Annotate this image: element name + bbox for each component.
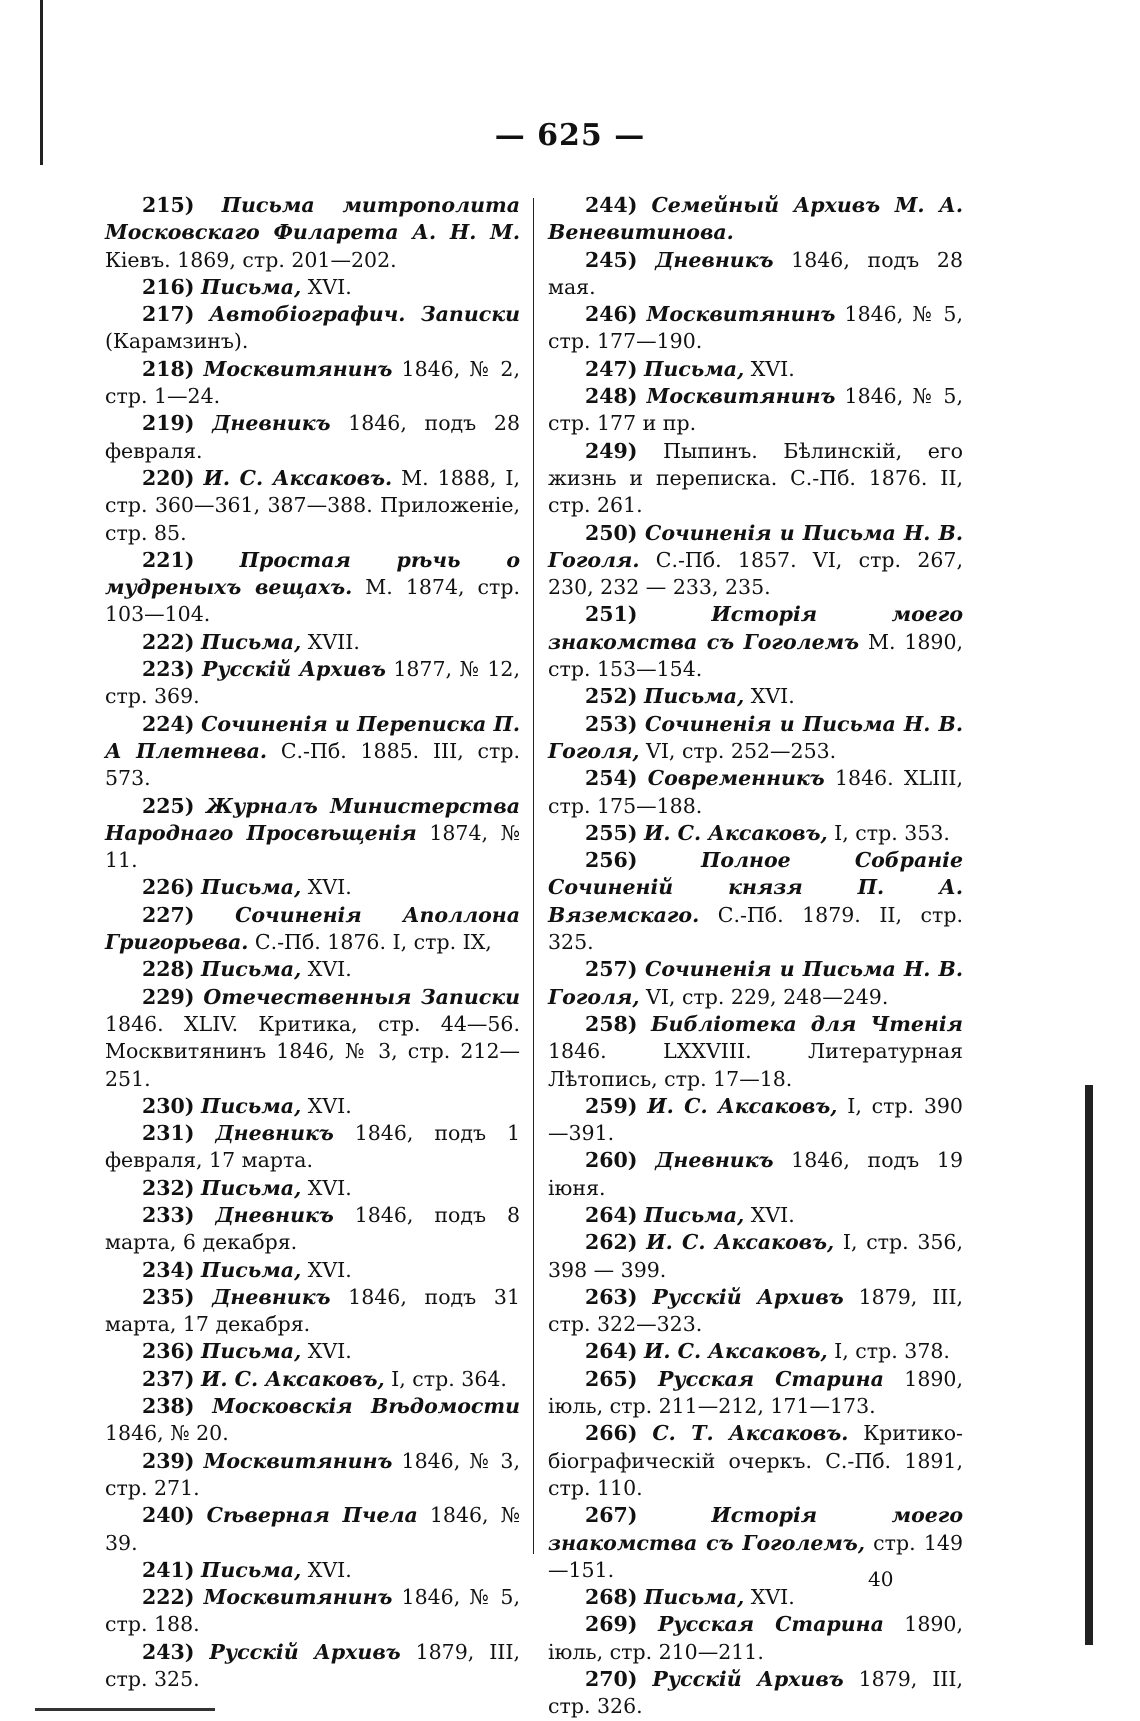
- footnote-number: 256): [585, 848, 638, 873]
- footnote-title: Журналъ Министерства Народнаго Просвѣщенія: [105, 793, 520, 845]
- footnote-entry: [105, 1175, 520, 1202]
- footnote-title: Сочиненія и Письма Н. В. Гоголя.: [548, 520, 963, 572]
- footnote-entry: [105, 1502, 520, 1557]
- footnote-entry: [105, 656, 520, 711]
- footnote-title: Дневникъ: [215, 1202, 334, 1227]
- footnote-title: Семейный Архивъ М. А. Веневитинова.: [548, 193, 963, 245]
- footnote-number: 248): [585, 384, 638, 409]
- footnote-details: XVI.: [301, 1093, 352, 1118]
- footnote-entry: [548, 1147, 963, 1202]
- scan-edge-right: [1085, 1085, 1093, 1645]
- footnote-entry: [105, 356, 520, 411]
- footnote-title: Сѣверная Пчела: [206, 1503, 418, 1528]
- footnote-number: 235): [142, 1284, 195, 1309]
- footnote-title: Письма,: [201, 629, 302, 654]
- footnote-details: 1846, подъ 8 марта, 6 декабря.: [105, 1202, 520, 1255]
- footnote-details: XVII.: [301, 629, 360, 654]
- footnote-title: Дневникъ: [655, 247, 774, 272]
- footnote-details: 1846, подъ 31 марта, 17 декабря.: [105, 1284, 520, 1337]
- footnote-number: 249): [585, 438, 638, 463]
- footnote-details: 1846, № 5, стр. 177 и пр.: [548, 384, 963, 436]
- footnote-title: Москвитянинъ: [646, 302, 836, 327]
- footnote-title: Полное Собраніе Сочиненій князя П. А. Вяземскаго.: [548, 848, 963, 927]
- footnote-title: Простая рѣчь о мудреныхъ вещахъ.: [105, 547, 520, 600]
- footnote-number: 241): [142, 1557, 195, 1582]
- page-number: — 625 —: [494, 118, 646, 153]
- footnote-entry: [548, 711, 963, 766]
- footnote-title: Письма,: [644, 1202, 745, 1227]
- footnote-number: 269): [585, 1612, 638, 1637]
- footnote-number: 222): [142, 1585, 195, 1610]
- footnote-details: I, стр. 390—391.: [548, 1093, 963, 1146]
- footnote-number: 257): [585, 957, 638, 982]
- footnote-number: 243): [142, 1639, 195, 1664]
- footnote-details: стр. 149—151.: [548, 1530, 963, 1582]
- footnote-title: И. С. Аксаковъ,: [646, 1230, 835, 1255]
- footnote-number: 238): [142, 1394, 195, 1419]
- footnote-details: XVI.: [744, 1202, 795, 1227]
- footnote-number: 259): [585, 1093, 638, 1118]
- footnote-entry: [548, 847, 963, 956]
- footnote-number: 260): [585, 1148, 638, 1173]
- footnote-details: 1846, № 5, стр. 177—190.: [548, 302, 963, 354]
- footnote-number: 240): [142, 1503, 195, 1528]
- footnote-details: 1890, іюль, стр. 211—212, 171—173.: [548, 1366, 963, 1419]
- footnote-details: I, стр. 356, 398 — 399.: [548, 1230, 963, 1282]
- footnote-entry: [105, 1584, 520, 1639]
- footnote-number: 244): [585, 193, 638, 217]
- footnote-number: 266): [585, 1421, 638, 1446]
- footnote-title: Русская Старина: [657, 1612, 884, 1637]
- footnote-title: Москвитянинъ: [646, 384, 836, 409]
- footnote-title: Дневникъ: [655, 1148, 774, 1173]
- footnote-details: 1846. XLIII, стр. 175—188.: [548, 766, 963, 818]
- footnote-entry: [548, 1366, 963, 1421]
- footnote-entry: [548, 1338, 963, 1365]
- footnote-details: 1879, III, стр. 325.: [105, 1639, 520, 1692]
- footnote-details: VI, стр. 252—253.: [639, 738, 837, 763]
- footnote-number: 232): [142, 1175, 195, 1200]
- footnote-number: 264): [585, 1202, 638, 1227]
- footnote-details: 1879, III, стр. 322—323.: [548, 1284, 963, 1337]
- footnote-entry: [548, 247, 963, 302]
- footnote-number: 227): [142, 902, 195, 927]
- footnote-entry: [548, 438, 963, 520]
- footnote-details: 1846, № 2, стр. 1—24.: [105, 356, 520, 409]
- footnote-details: 1874, № 11.: [105, 820, 521, 873]
- footnote-number: 270): [585, 1667, 638, 1692]
- footnote-entry: [548, 1611, 963, 1666]
- footnote-number: 215): [142, 193, 195, 217]
- footnote-title: Исторія моего знакомства съ Гоголемъ,: [548, 1503, 963, 1555]
- footnote-title: Письма,: [644, 356, 745, 381]
- footnote-details: 1846, № 3, стр. 271.: [105, 1448, 520, 1500]
- footnote-number: 216): [142, 274, 195, 299]
- footnote-title: Дневникъ: [215, 1121, 334, 1146]
- footnote-entry: [548, 1584, 963, 1611]
- footnote-details: М. 1874, стр. 103—104.: [105, 575, 520, 627]
- footnote-number: 265): [585, 1366, 638, 1391]
- footnote-title: И. С. Аксаковъ,: [201, 1366, 385, 1391]
- footnote-entry: [548, 1093, 963, 1148]
- footnote-number: 263): [585, 1284, 638, 1309]
- footnote-title: Русская Старина: [657, 1366, 884, 1391]
- footnote-details: 1846, подъ 19 іюня.: [548, 1148, 963, 1200]
- footnote-entry: [548, 1502, 963, 1584]
- footnote-number: 245): [585, 247, 638, 272]
- footnote-title: Исторія моего знакомства съ Гоголемъ: [548, 602, 963, 654]
- footnote-details: XVI.: [301, 1175, 352, 1200]
- footnote-entry: [105, 1257, 520, 1284]
- right-column: [548, 192, 963, 1721]
- footnote-details: XVI.: [301, 1257, 352, 1282]
- footnote-entry: [548, 1666, 963, 1721]
- footnote-number: 220): [142, 465, 195, 490]
- footnote-entry: [105, 793, 520, 875]
- column-divider: [533, 198, 534, 1554]
- footnote-entry: [548, 1011, 963, 1093]
- footnote-number: 233): [142, 1202, 195, 1227]
- footnote-title: Письма,: [644, 1585, 745, 1610]
- footnote-number: 221): [142, 547, 195, 572]
- footnote-title: Сочиненія и Письма Н. В. Гоголя,: [548, 711, 963, 763]
- footnote-details: XVI.: [301, 1557, 352, 1582]
- footnote-number: 229): [142, 984, 195, 1009]
- footnote-title: Москвитянинъ: [203, 356, 393, 381]
- footnote-entry: [105, 984, 520, 1093]
- footnote-details: 1890, іюль, стр. 210—211.: [548, 1612, 963, 1664]
- footnote-number: 219): [142, 411, 195, 436]
- footnote-number: 254): [585, 766, 638, 791]
- footnote-entry: [548, 956, 963, 1011]
- footnote-title: Письма,: [644, 684, 745, 709]
- footnote-entry: [548, 192, 963, 247]
- footnote-entry: [105, 274, 520, 301]
- footnote-title: Автобіографич. Записки: [209, 302, 520, 327]
- footnote-entry: [105, 1338, 520, 1365]
- footnote-title: Русскій Архивъ: [209, 1639, 401, 1664]
- footnote-details: VI, стр. 229, 248—249.: [639, 984, 889, 1009]
- footnote-details: Критико-біографическій очеркъ. С.-Пб. 1891, стр. 110.: [548, 1421, 963, 1500]
- footnote-title: Письма,: [201, 1557, 302, 1582]
- footnote-title: И. С. Аксаковъ,: [647, 1093, 838, 1118]
- footnote-entry: [105, 1093, 520, 1120]
- footnote-number: 253): [585, 711, 638, 736]
- footnote-details: М. 1888, I, стр. 360—361, 387—388. Приложеніе, стр. 85.: [105, 465, 520, 545]
- footnote-details: XVI.: [301, 957, 352, 982]
- footnote-title: Письма,: [201, 1175, 302, 1200]
- footnote-details: С.-Пб. 1879. II, стр. 325.: [548, 902, 963, 955]
- footnote-details: XVI.: [301, 1339, 352, 1364]
- footnote-details: XVI.: [744, 356, 795, 381]
- footnote-entry: [548, 1420, 963, 1502]
- footnote-entry: [105, 1393, 520, 1448]
- footnote-details: 1846, подъ 1 февраля, 17 марта.: [105, 1121, 520, 1173]
- footnote-entry: [548, 383, 963, 438]
- footnote-details: 1877, № 12, стр. 369.: [105, 657, 520, 709]
- footnote-number: 258): [585, 1011, 638, 1036]
- footnote-details: (Карамзинъ).: [105, 329, 249, 354]
- footnote-entry: [105, 465, 520, 547]
- footnote-number: 250): [585, 520, 638, 545]
- footnote-details: 1846, подъ 28 мая.: [548, 247, 963, 299]
- footnote-number: 224): [142, 711, 195, 736]
- footnote-number: 217): [142, 302, 195, 327]
- footnote-details: С.-Пб. 1876. I, стр. IX,: [248, 930, 492, 955]
- footnote-title: Письма митрополита Московскаго Филарета А. Н. М.: [105, 193, 520, 245]
- footnote-details: XVI.: [301, 875, 352, 900]
- footnote-number: 268): [585, 1585, 638, 1610]
- footnote-number: 218): [142, 356, 195, 381]
- footnote-entry: [548, 601, 963, 683]
- footnote-entry: [105, 629, 520, 656]
- footnote-number: 246): [585, 302, 638, 327]
- footnote-number: 225): [142, 793, 195, 818]
- footnote-title: Библіотека для Чтенія: [651, 1011, 963, 1036]
- footnote-entry: [105, 1639, 520, 1694]
- footnote-entry: [105, 1366, 520, 1393]
- footnote-entry: [105, 956, 520, 983]
- footnote-number: 222): [142, 629, 195, 654]
- footnote-entry: [105, 874, 520, 901]
- footnote-entry: [105, 547, 520, 629]
- footnote-title: Письма,: [201, 875, 302, 900]
- footnote-title: Письма,: [201, 1093, 302, 1118]
- footnote-number: 264): [585, 1339, 638, 1364]
- footnote-details: М. 1890, стр. 153—154.: [548, 629, 964, 682]
- footnote-details: 1846, № 5, стр. 188.: [105, 1585, 520, 1637]
- footnote-number: 247): [585, 356, 638, 381]
- footnote-details: XVI.: [744, 684, 795, 709]
- footnote-details: Кіевъ. 1869, стр. 201—202.: [105, 247, 397, 272]
- footnote-entry: [548, 765, 963, 820]
- footnote-number: 237): [142, 1366, 195, 1391]
- footnote-number: 267): [585, 1503, 638, 1528]
- footnote-entry: [548, 683, 963, 710]
- footnote-number: 228): [142, 957, 195, 982]
- footnote-details: XVI.: [301, 274, 352, 299]
- footnote-entry: [105, 410, 520, 465]
- footnote-title: Москвитянинъ: [203, 1448, 393, 1473]
- footnote-details: 1846. LXXVIII. Литературная Лѣтопись, стр. 17—18.: [548, 1039, 963, 1091]
- footnote-number: 252): [585, 684, 638, 709]
- footnote-title: Русскій Архивъ: [202, 657, 386, 682]
- footnote-number: 230): [142, 1093, 195, 1118]
- footnote-entry: [105, 1284, 520, 1339]
- footnote-title: Дневникъ: [212, 411, 331, 436]
- footnote-entry: [548, 356, 963, 383]
- footnote-entry: [105, 711, 520, 793]
- footnote-entry: [105, 301, 520, 356]
- footnote-number: 255): [585, 820, 638, 845]
- footnote-number: 226): [142, 875, 195, 900]
- footnote-entry: [105, 192, 520, 274]
- footnote-entry: [548, 1284, 963, 1339]
- footnote-title: Сочиненія и Переписка П. А Плетнева.: [105, 711, 520, 763]
- footnote-details: 1879, III, стр. 326.: [548, 1667, 963, 1719]
- footnote-title: Письма,: [201, 1257, 302, 1282]
- footnote-number: 234): [142, 1257, 195, 1282]
- footnote-details: 1846, № 39.: [105, 1503, 520, 1555]
- left-column: [105, 192, 520, 1693]
- footnote-title: Русскій Архивъ: [652, 1284, 844, 1309]
- footnote-title: И. С. Аксаковъ.: [203, 465, 393, 490]
- footnote-entry: [105, 902, 520, 957]
- footnote-title: Сочиненія Аполлона Григорьева.: [105, 902, 520, 955]
- footnote-details: С.-Пб. 1857. VI, стр. 267, 230, 232 — 233, 235.: [548, 547, 963, 600]
- footnote-title: Москвитянинъ: [203, 1585, 393, 1610]
- footnote-details: 1846. XLIV. Критика, стр. 44—56. Москвитянинъ 1846, № 3, стр. 212—251.: [105, 1011, 520, 1091]
- footnote-title: И. С. Аксаковъ,: [644, 1339, 828, 1364]
- footnote-details: С.-Пб. 1885. III, стр. 573.: [105, 738, 521, 791]
- footnote-number: 262): [585, 1230, 638, 1255]
- footnote-entry: [548, 820, 963, 847]
- footnote-entry: [105, 1448, 520, 1503]
- footnote-entry: [548, 1202, 963, 1229]
- footnote-entry: [105, 1202, 520, 1257]
- footnote-details: XVI.: [744, 1585, 795, 1610]
- footnote-title: Современникъ: [647, 766, 825, 791]
- footnote-title: С. Т. Аксаковъ.: [652, 1421, 849, 1446]
- footnote-title: Письма,: [201, 1339, 302, 1364]
- footnote-details: 1846, подъ 28 февраля.: [105, 411, 520, 463]
- footnote-details: Пыпинъ. Бѣлинскій, его жизнь и переписка. С.-Пб. 1876. II, стр. 261.: [548, 438, 963, 518]
- footnote-title: Сочиненія и Письма Н. В. Гоголя,: [548, 957, 963, 1009]
- footnote-number: 231): [142, 1121, 195, 1146]
- footnote-title: Русскій Архивъ: [652, 1667, 844, 1692]
- footnote-number: 239): [142, 1448, 195, 1473]
- scan-edge-bottom: [35, 1708, 215, 1711]
- footnote-details: 1846, № 20.: [105, 1421, 229, 1446]
- footnote-details: I, стр. 353.: [827, 820, 950, 845]
- footnote-title: Письма,: [201, 957, 302, 982]
- footnote-title: И. С. Аксаковъ,: [644, 820, 828, 845]
- footnote-title: Московскія Вѣдомости: [212, 1394, 520, 1419]
- footnote-number: 251): [585, 602, 638, 627]
- footnote-title: Письма,: [201, 274, 302, 299]
- footnote-details: I, стр. 364.: [384, 1366, 507, 1391]
- footnote-entry: [548, 520, 963, 602]
- footnote-entry: [548, 301, 963, 356]
- footnote-number: 236): [142, 1339, 195, 1364]
- footnote-number: 223): [142, 657, 195, 682]
- footnote-title: Отечественныя Записки: [203, 984, 520, 1009]
- footnote-entry: [105, 1120, 520, 1175]
- footnote-details: I, стр. 378.: [827, 1339, 950, 1364]
- footnote-entry: [105, 1557, 520, 1584]
- footnote-entry: [548, 1229, 963, 1284]
- footnote-title: Дневникъ: [212, 1284, 331, 1309]
- signature-mark: 40: [868, 1567, 894, 1591]
